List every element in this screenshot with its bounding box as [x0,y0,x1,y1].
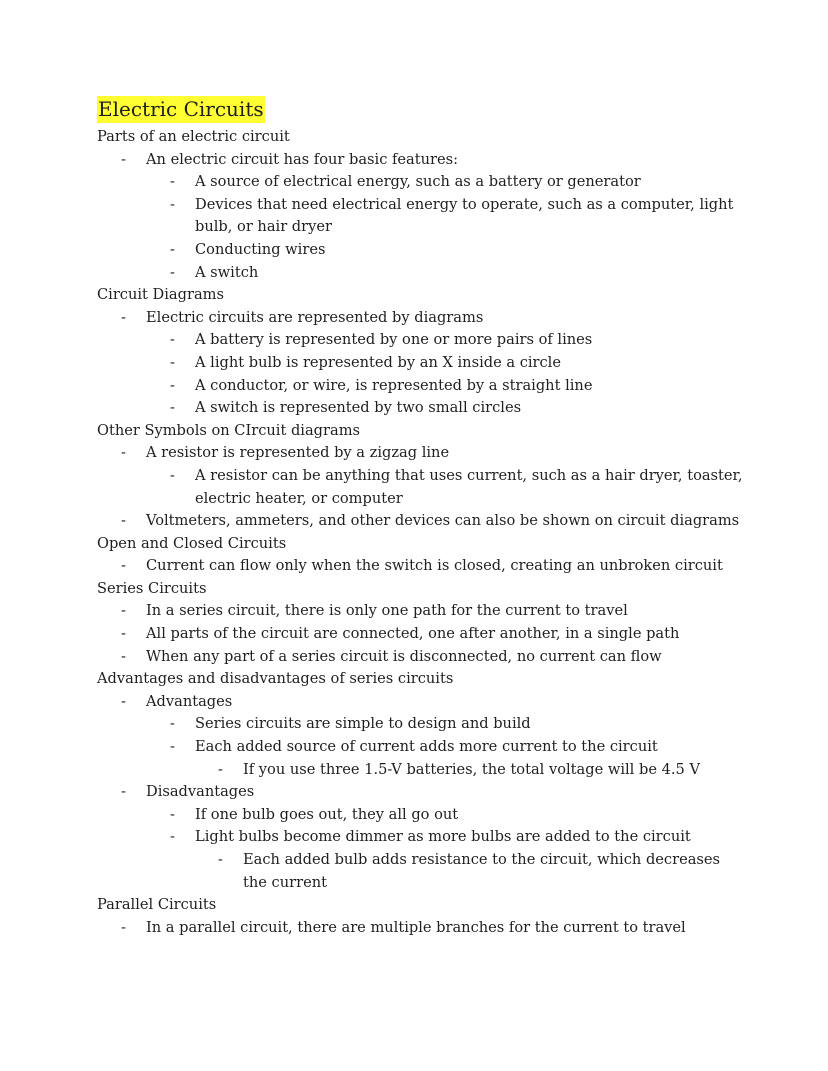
bullet-dash: - [121,602,126,620]
item-text: A resistor is represented by a zigzag line [146,444,450,462]
section-heading: Circuit Diagrams [97,286,224,304]
bullet-item [97,510,747,533]
bullet-item [97,442,747,465]
bullet-item [97,759,747,782]
item-text: An electric circuit has four basic features: [146,150,459,168]
bullet-dash: - [121,150,126,168]
item-text: A conductor, or wire, is represented by a straight line [195,376,593,394]
bullet-item [97,781,747,804]
bullet-dash: - [170,263,175,281]
bullet-item [97,555,747,578]
title-wrap [97,96,265,123]
bullet-dash: - [170,353,175,371]
item-text: Electric circuits are represented by diagrams [146,308,484,326]
bullet-dash: - [170,195,175,213]
bullet-item [97,465,747,510]
item-text: If one bulb goes out, they all go out [195,805,459,823]
section-heading: Series Circuits [97,579,207,597]
bullet-item [97,736,747,759]
bullet-item [97,352,747,375]
bullet-dash: - [218,851,223,868]
item-text: If you use three 1.5-V batteries, the total voltage will be 4.5 V [243,760,700,778]
bullet-dash: - [170,805,175,823]
bullet-dash: - [121,557,126,575]
document-title: Electric Circuits [98,97,264,121]
item-text: Advantages [146,692,233,710]
bullet-item [97,826,747,849]
bullet-dash: - [121,692,126,710]
bullet-dash: - [121,444,126,462]
bullet-dash: - [170,828,175,846]
bullet-dash: - [121,783,126,801]
item-text: Conducting wires [195,240,326,258]
bullet-item [97,262,747,285]
item-text: Each added bulb adds resistance to the circuit, which decreases the current [243,851,721,891]
bullet-dash: - [170,240,175,258]
bullet-item [97,691,747,714]
item-text: Each added source of current adds more current to the circuit [195,738,658,756]
bullet-dash: - [121,625,126,643]
bullet-item [97,171,747,194]
section-heading: Advantages and disadvantages of series circuits [97,670,454,688]
item-text: When any part of a series circuit is disconnected, no current can flow [146,647,662,665]
bullet-dash: - [170,715,175,733]
bullet-item [97,397,747,420]
item-text: A switch [195,263,259,281]
bullet-item [97,804,747,827]
bullet-item [97,194,747,239]
bullet-dash: - [170,399,175,417]
bullet-dash: - [170,466,175,484]
bullet-item [97,239,747,262]
item-text: A source of electrical energy, such as a battery or generator [195,173,641,191]
bullet-dash: - [170,331,175,349]
bullet-item [97,375,747,398]
item-text: A battery is represented by one or more pairs of lines [195,331,593,349]
bullet-dash: - [170,376,175,394]
bullet-dash: - [121,647,126,665]
bullet-item [97,149,747,172]
bullet-item [97,600,747,623]
item-text: A switch is represented by two small circles [195,399,522,417]
bullet-item [97,713,747,736]
bullet-dash: - [121,308,126,326]
bullet-dash: - [170,738,175,756]
section-heading: Parallel Circuits [97,896,217,914]
document-body [97,126,747,939]
bullet-item [97,329,747,352]
bullet-item [97,646,747,669]
section-heading: Parts of an electric circuit [97,128,290,145]
item-text: Disadvantages [146,783,255,801]
section-heading: Other Symbols on CIrcuit diagrams [97,421,361,439]
bullet-dash: - [121,512,126,530]
bullet-item [97,849,747,894]
bullet-item [97,917,747,940]
item-text: A light bulb is represented by an X inside a circle [195,353,561,371]
item-text: Devices that need electrical energy to operate, such as a computer, light bulb, or hair dryer [195,195,734,236]
item-text: In a series circuit, there is only one path for the current to travel [146,602,628,620]
bullet-item [97,307,747,330]
item-text: All parts of the circuit are connected, one after another, in a single path [146,625,680,643]
item-text: A resistor can be anything that uses current, such as a hair dryer, toaster, electric heater, or computer [195,466,743,507]
item-text: In a parallel circuit, there are multiple branches for the current to travel [146,918,686,936]
bullet-item [97,623,747,646]
item-text: Light bulbs become dimmer as more bulbs are added to the circuit [195,828,691,846]
item-text: Voltmeters, ammeters, and other devices can also be shown on circuit diagrams [146,512,740,530]
item-text: Series circuits are simple to design and build [195,715,531,733]
bullet-dash: - [121,918,126,936]
bullet-dash: - [218,760,223,778]
section-heading: Open and Closed Circuits [97,534,287,552]
bullet-dash: - [170,173,175,191]
item-text: Current can flow only when the switch is closed, creating an unbroken circuit [146,557,723,575]
